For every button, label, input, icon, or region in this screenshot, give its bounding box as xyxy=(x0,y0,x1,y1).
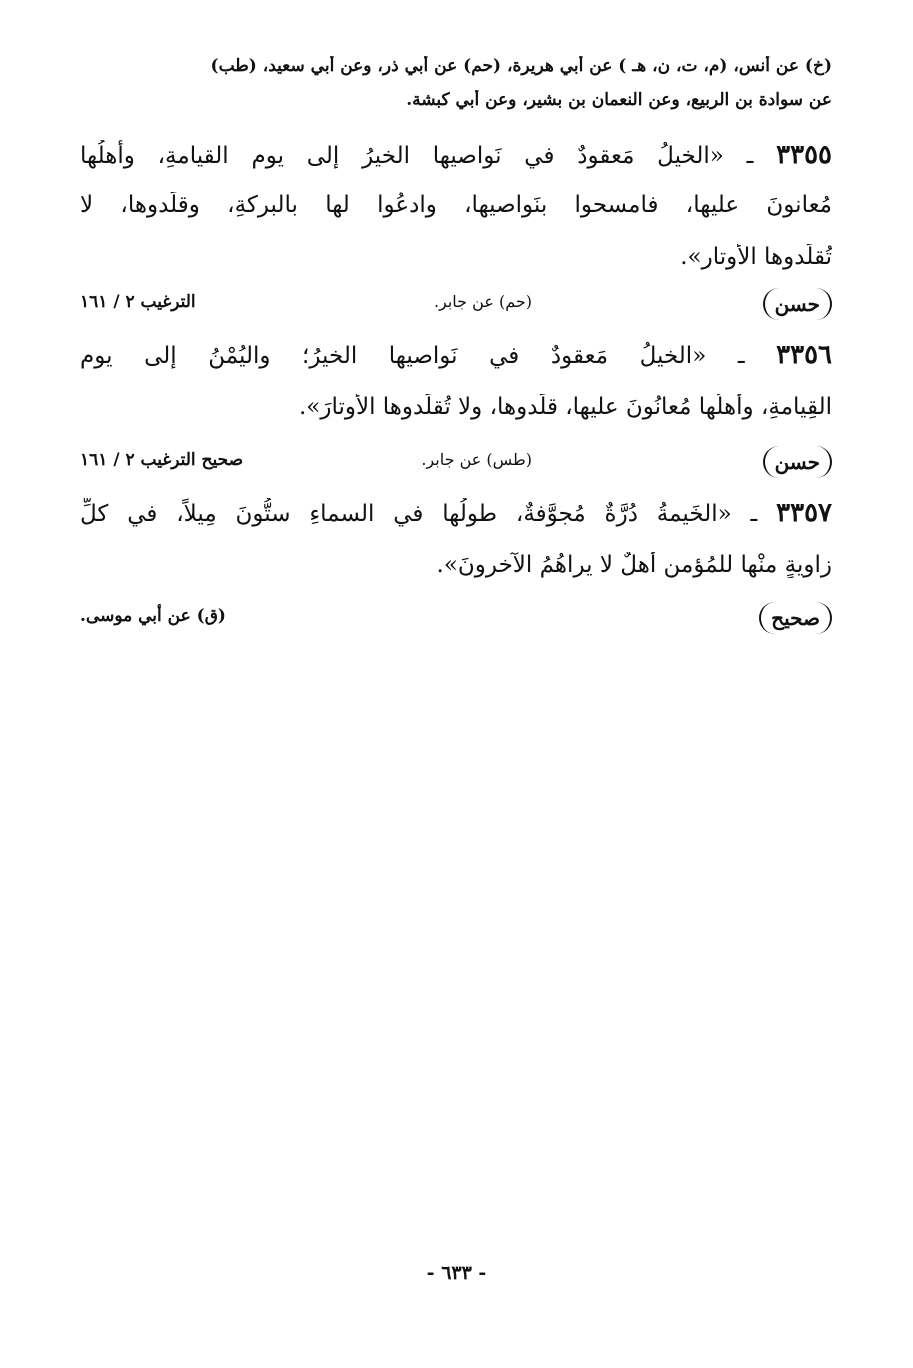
hadith-3356-line-1 xyxy=(80,340,832,370)
hadith-3355-line-1 xyxy=(80,140,832,170)
hadith-3357-line-2: زاويةٍ منْها للمُؤمنِ أهلٌ لا يراهُمُ الآخرونَ». xyxy=(436,552,832,578)
narrator-reference: (طس) عن جابر. xyxy=(421,450,532,469)
hadith-3355-line-2: مُعانونَ عليها، فامسحوا بنَواصيها، وادعُوا لها بالبركةِ، وقلِّدوها، لا xyxy=(80,192,832,218)
hadith-3357-source-row xyxy=(80,602,832,638)
hadith-3355-line-3: تُقلِّدوها الأوتار». xyxy=(680,244,832,270)
book-reference: صحيح الترغيب ٢ / ١٦١ xyxy=(80,450,244,470)
source-line-1: (خ) عن أنس، (م، ت، ن، هـ ) عن أبي هريرة، (حم) عن أبي ذر، وعن أبي سعيد، (طب) xyxy=(210,56,832,76)
hadith-3355-source-row xyxy=(80,288,832,324)
grade-badge: حسن xyxy=(763,288,832,320)
book-reference: الترغيب ٢ / ١٦١ xyxy=(80,292,196,312)
grade-badge: صحيح xyxy=(759,602,832,634)
hadith-text: ـ «الخَيمةُ دُرَّةٌ مُجوَّفةٌ، طولُها في السماءِ ستُّونَ مِيلاً، في كلِّ xyxy=(80,501,758,527)
hadith-text: ـ «الخيلُ مَعقودٌ في نَواصيها الخيرُ إلى يوم القيامةِ، وأهلُها xyxy=(80,143,754,169)
hadith-3356-line-2: القِيامةِ، وأهلُها مُعانُونَ عليها، قلِّدوها، ولا تُقلِّدوها الأوتارَ». xyxy=(298,394,832,420)
hadith-number: ٣٣٥٥ xyxy=(776,140,832,170)
hadith-3357-line-1 xyxy=(80,498,832,528)
source-line-2: عن سوادة بن الربيع، وعن النعمان بن بشير، وعن أبي كبشة. xyxy=(406,90,832,110)
hadith-number: ٣٣٥٦ xyxy=(776,340,832,370)
grade-badge: حسن xyxy=(763,446,832,478)
hadith-number: ٣٣٥٧ xyxy=(776,498,832,528)
narrator-reference: (ق) عن أبي موسى. xyxy=(80,606,226,626)
hadith-3356-source-row xyxy=(80,446,832,482)
narrator-reference: (حم) عن جابر. xyxy=(433,292,532,311)
hadith-text: ـ «الخيلُ مَعقودٌ في نَواصيها الخيرُ؛ واليُمْنُ إلى يوم xyxy=(80,343,745,369)
page-number: - ٦٣٣ - xyxy=(426,1262,487,1284)
